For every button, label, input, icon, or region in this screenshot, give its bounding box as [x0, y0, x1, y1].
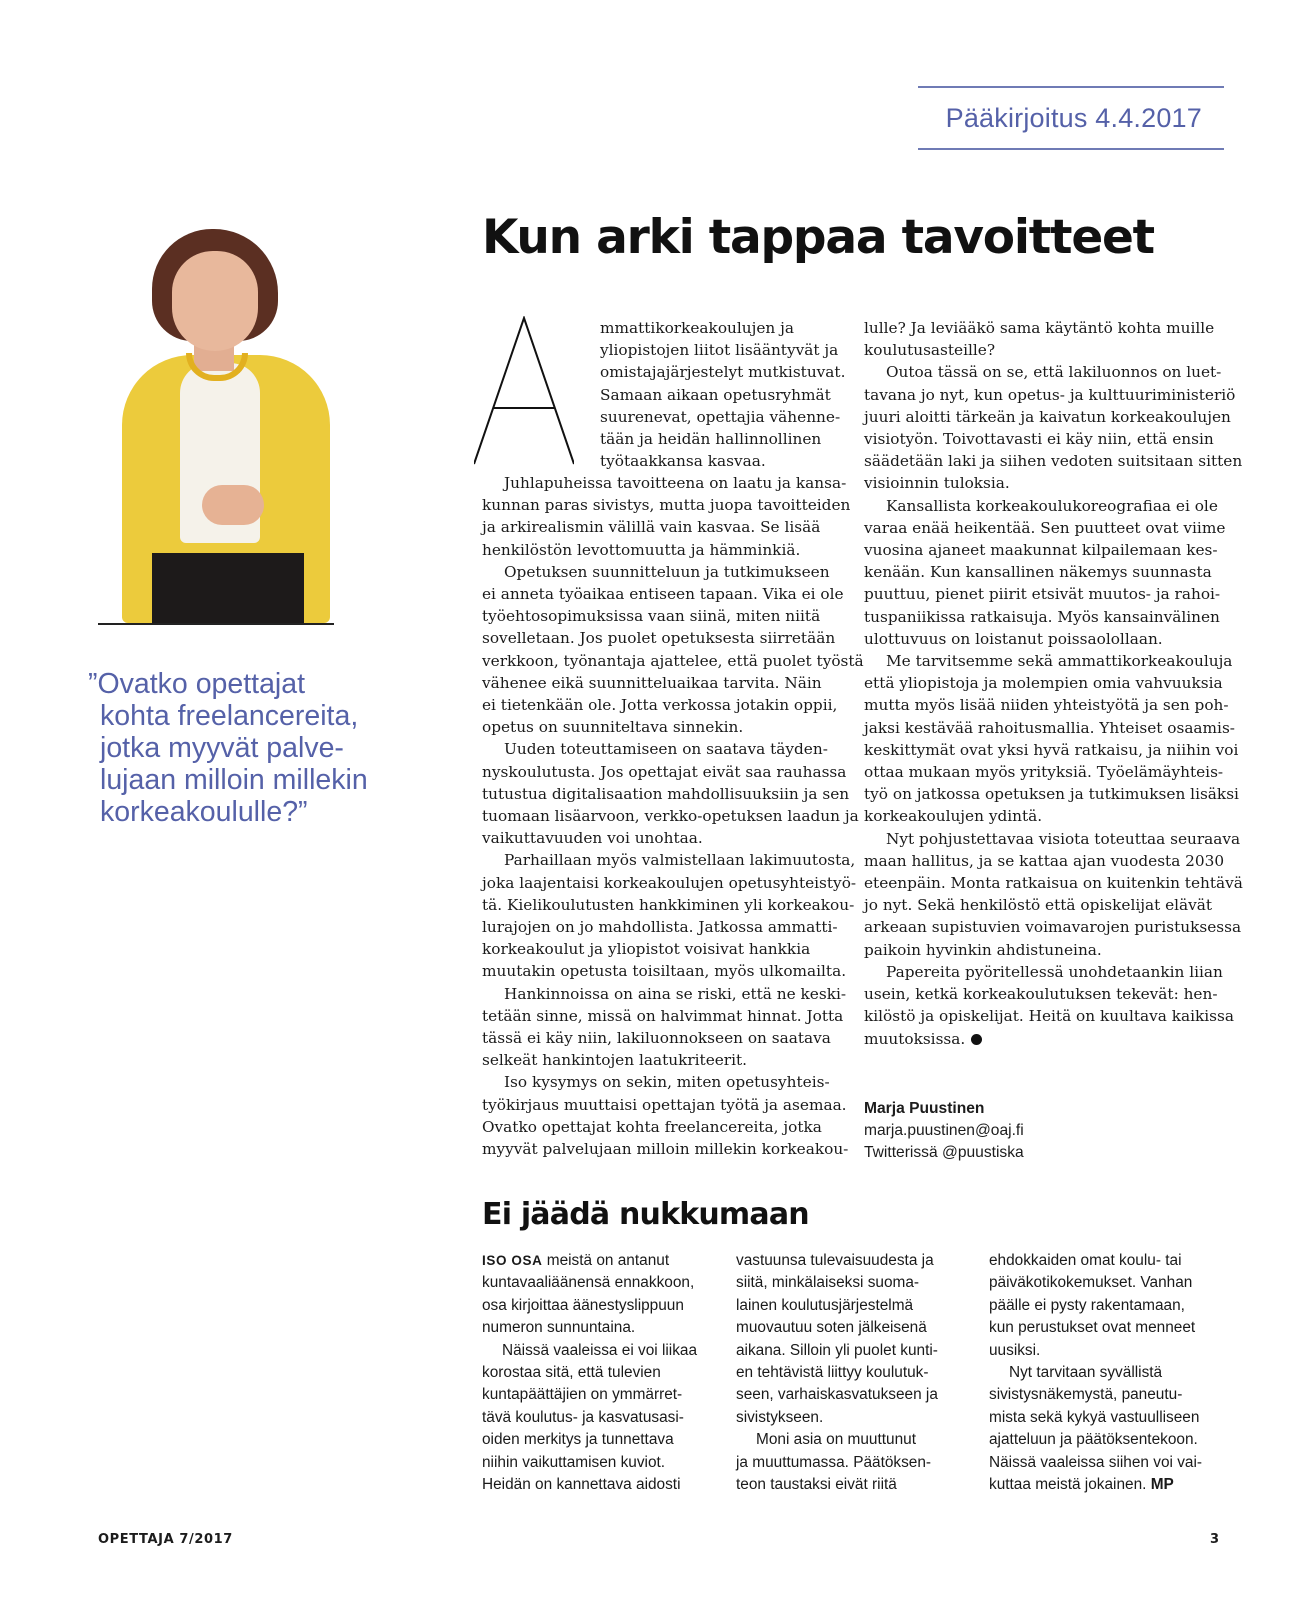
- body-text-line: kunnan paras sivistys, mutta juopa tavoitteiden: [482, 496, 851, 515]
- body-text-line: tässä ei käy niin, lakiluonnokseen on saatava: [482, 1029, 831, 1048]
- body-text-line: että yliopistoja ja molempien omia vahvuuksia: [864, 674, 1223, 693]
- body-text-line: suurenevat, opettajia vähenne-: [600, 407, 841, 426]
- sub-article-text-line: Näissä vaaleissa ei voi liikaa: [502, 1341, 698, 1359]
- body-text-line: kenään. Kun kansallinen näkemys suunnasta: [864, 563, 1212, 582]
- body-text-line: verkkoon, työnantaja ajattelee, että puolet työstä: [482, 651, 864, 670]
- sub-article-text-line: mista sekä kykyä vastuulliseen: [989, 1408, 1200, 1426]
- sub-article-text-line: kuntavaaliäänensä ennakkoon,: [482, 1274, 695, 1292]
- body-text-line: tä. Kielikoulutusten hankkiminen yli korkeakou-: [482, 895, 855, 914]
- body-text-line: paikoin hyvinkin ahdistuneina.: [864, 940, 1102, 959]
- body-text-line: jaksi kestävää rahoitusmallia. Yhteiset osaamis-: [864, 718, 1235, 737]
- body-text-line: Juhlapuheissa tavoitteena on laatu ja kansa-: [504, 474, 847, 492]
- body-text-line: tetään sinne, missä on halvimmat hinnat. Jotta: [482, 1006, 844, 1025]
- body-text-line: jo nyt. Sekä henkilöstö että opiskelijat elävät: [864, 896, 1213, 915]
- body-text-line: ja arkirealismin välillä vain kasvaa. Se lisää: [482, 518, 821, 537]
- body-text-line: myyvät palvelujaan milloin millekin korkeakou-: [482, 1140, 849, 1159]
- body-text-line: usein, ketkä korkeakoulutuksen tekevät: hen-: [864, 985, 1218, 1004]
- pull-quote-line: ”Ovatko opettajat: [88, 668, 306, 700]
- author-signature: [864, 1098, 1184, 1165]
- sub-article-text-line: seen, varhaiskasvatukseen ja: [736, 1386, 938, 1404]
- body-text-line: keskittymät ovat yksi hyvä ratkaisu, ja niihin voi: [864, 740, 1239, 759]
- body-text-line: Papereita pyöritellessä unohdetaankin liian: [886, 962, 1223, 981]
- body-text-line: korkeakoulut ja yliopistot voisivat hankkia: [482, 940, 811, 959]
- body-text-line: eteenpäin. Monta ratkaisua on kuitenkin tehtävä: [864, 874, 1243, 893]
- body-text-line: mmattikorkeakoulujen ja: [600, 319, 794, 337]
- body-text-line: vähenee eikä suunnitteluaikaa tarvita. Näin: [482, 673, 822, 692]
- body-text-line: Hankinnoissa on aina se riski, että ne keski-: [504, 984, 847, 1003]
- end-of-article-icon: [971, 1034, 982, 1045]
- sub-article-text-line: kun perustukset ovat menneet: [989, 1319, 1196, 1337]
- body-text-line: Ovatko opettajat kohta freelancereita, jotka: [482, 1117, 822, 1136]
- sub-article-text-line: sivistysnäkemystä, paneutu-: [989, 1386, 1183, 1404]
- sub-article-text-line: Moni asia on muuttunut: [756, 1431, 916, 1449]
- body-text-line: tuomaan lisäarvoon, verkko-opetuksen laadun ja: [482, 807, 859, 826]
- body-text-line: Me tarvitsemme sekä ammattikorkeakouluja: [886, 652, 1233, 671]
- body-text-line: työ on jatkossa opetuksen ja tutkimuksen lisäksi: [864, 785, 1239, 804]
- sub-article-headline: Ei jäädä nukkumaan: [482, 1197, 809, 1232]
- body-text-line: sovelletaan. Jos puolet opetuksesta siirretään: [482, 629, 836, 648]
- body-text-line: opetus on suunniteltava sinnekin.: [482, 718, 744, 737]
- sub-article-column-2: [736, 1250, 972, 1496]
- body-text-line: työtaakkansa kasvaa.: [600, 452, 766, 471]
- body-text-line: arkeaan supistuvien voimavarojen puristuksessa: [864, 918, 1242, 937]
- body-text-line: työkirjaus muuttaisi opettajan työtä ja asemaa.: [482, 1095, 847, 1114]
- body-text-line: vuosina ajaneet maakunnat kilpailemaan kes-: [864, 541, 1218, 560]
- sub-article-text-line: tävä koulutus- ja kasvatusasi-: [482, 1408, 684, 1426]
- body-text-line: ei anneta työaikaa entiseen tapaan. Vika ei ole: [482, 585, 844, 604]
- drop-cap: [474, 316, 574, 466]
- body-text-line: joka laajentaisi korkeakoulujen opetusyhteistyö-: [482, 873, 857, 892]
- body-text-line: visiotyön. Toivottavasti ei käy niin, että ensin: [864, 430, 1214, 449]
- pull-quote: [88, 668, 418, 828]
- body-text-line: tavana jo nyt, kun opetus- ja kulttuuriministeriö: [864, 385, 1236, 404]
- sub-article-text-line: kuntapäättäjien on ymmärret-: [482, 1386, 683, 1404]
- body-text-line: tutustua digitalisaation mahdollisuuksiin ja sen: [482, 784, 850, 803]
- body-text-line: koulutusasteille?: [864, 341, 996, 360]
- body-text-line: nyskoulutusta. Jos opettajat eivät saa rauhassa: [482, 762, 847, 781]
- body-text-line: säädetään laki ja siihen vedoten suitsitaan sitten: [864, 452, 1243, 471]
- body-text-line: varaa enää heikentää. Sen puutteet ovat viime: [864, 518, 1226, 537]
- sub-article-text-line: päälle ei pysty rakentamaan,: [989, 1296, 1185, 1314]
- body-text-line: omistajajärjestelyt mutkistuvat.: [600, 363, 846, 382]
- section-label: Pääkirjoitus 4.4.2017: [918, 86, 1224, 150]
- sub-article-text-line: ajatteluun ja päätöksentekoon.: [989, 1431, 1198, 1449]
- author-email: marja.puustinen@oaj.fi: [864, 1122, 1024, 1140]
- sub-article-text-line: lainen koulutusjärjestelmä: [736, 1296, 914, 1314]
- body-text-line: muutoksissa.: [864, 1028, 1224, 1050]
- sub-article-text-line: sivistykseen.: [736, 1408, 824, 1426]
- pull-quote-line: kohta freelancereita,: [100, 700, 359, 732]
- sub-article-text-line: siitä, minkälaiseksi suoma-: [736, 1274, 920, 1292]
- body-text-line: visioinnin tuloksia.: [864, 474, 1010, 493]
- body-text-line: korkeakoulujen ydintä.: [864, 807, 1043, 826]
- body-text-line: ottaa mukaan myös yrityksiä. Työelämäyhteis-: [864, 763, 1224, 782]
- article-column-b: [864, 317, 1243, 1050]
- body-text-line: maan hallitus, ja se kattaa ajan vuodesta 2030: [864, 851, 1225, 870]
- body-text-line: puuttuu, pienet piirit etsivät muutos- ja rahoi-: [864, 585, 1221, 604]
- sub-article-text-line: oiden merkitys ja tunnettava: [482, 1431, 674, 1449]
- author-initials: MP: [1146, 1476, 1174, 1494]
- body-text-line: ei tietenkään ole. Jotta verkossa jotakin oppii,: [482, 696, 838, 715]
- article-column-a-intro: [600, 317, 846, 472]
- sub-article-text-line: teon taustaksi eivät riitä: [736, 1476, 897, 1494]
- body-text-line: Kansallista korkeakoulukoreografiaa ei ole: [886, 496, 1218, 515]
- sub-article-column-1: [482, 1250, 718, 1496]
- lead-in-words: ISO OSA: [482, 1253, 543, 1268]
- body-text-line: Uuden toteuttamiseen on saatava täyden-: [504, 740, 828, 759]
- sub-article-column-3: [989, 1250, 1225, 1496]
- sub-article-text-line: ja muuttumassa. Päätöksen-: [736, 1453, 932, 1471]
- sub-article-text-line: muovautuu soten jälkeisenä: [736, 1319, 927, 1337]
- body-text-line: selkeät hankintojen laatukriteerit.: [482, 1051, 748, 1070]
- body-text-line: yliopistojen liitot lisääntyvät ja: [600, 341, 839, 360]
- sub-article-text-line: korostaa sitä, että tulevien: [482, 1364, 661, 1382]
- sub-article-text-line: aikana. Silloin yli puolet kunti-: [736, 1341, 938, 1359]
- sub-article-text-line: niihin vaikuttamisen kuviot.: [482, 1453, 666, 1471]
- sub-article-text-line: numeron sunnuntaina.: [482, 1319, 636, 1337]
- sub-article-text-line: päiväkotikokemukset. Vanhan: [989, 1274, 1193, 1292]
- body-text-line: työehtosopimuksissa vaan siinä, miten niitä: [482, 607, 821, 626]
- sub-article-text-line: ISO OSA meistä on antanut: [482, 1252, 670, 1269]
- article-headline: Kun arki tappaa tavoitteet: [482, 210, 1154, 265]
- body-text-line: muutakin opetusta toisiltaan, myös ulkomailta.: [482, 962, 847, 981]
- body-text-line: mutta myös lisää niiden yhteistyötä ja sen poh-: [864, 696, 1229, 715]
- sub-article-text-line: kuttaa meistä jokainen. MP: [989, 1476, 1174, 1494]
- author-name: Marja Puustinen: [864, 1100, 985, 1117]
- author-twitter: Twitterissä @puustiska: [864, 1144, 1024, 1162]
- body-text-line: kilöstö ja opiskelijat. Heitä on kuultava kaikissa: [864, 1007, 1235, 1026]
- article-column-a: [482, 472, 864, 1160]
- pull-quote-line: lujaan milloin millekin: [100, 764, 368, 796]
- author-portrait: [118, 223, 336, 623]
- body-text-line: juuri aloitti tärkeän ja kaivatun korkeakoulujen: [864, 407, 1231, 426]
- body-text-line: ulottuvuus on loistanut poissaolollaan.: [864, 629, 1163, 648]
- sub-article-text-line: en tehtävistä liittyy koulutuk-: [736, 1364, 929, 1382]
- page-number: 3: [1210, 1532, 1220, 1547]
- body-text-line: Opetuksen suunnitteluun ja tutkimukseen: [504, 562, 830, 581]
- magazine-issue: OPETTAJA 7/2017: [98, 1532, 233, 1547]
- sub-article-text-line: Heidän on kannettava aidosti: [482, 1476, 681, 1494]
- body-text-line: tuspaniikissa ratkaisuja. Myös kansainvälinen: [864, 607, 1220, 626]
- portrait-divider: [98, 623, 334, 625]
- sub-article-text-line: vastuunsa tulevaisuudesta ja: [736, 1252, 934, 1269]
- body-text-line: lulle? Ja leviääkö sama käytäntö kohta muille: [864, 319, 1215, 337]
- sub-article-text-line: uusiksi.: [989, 1341, 1041, 1359]
- body-text-line: tään ja heidän hallinnollinen: [600, 430, 822, 449]
- sub-article-text-line: Näissä vaaleissa siihen voi vai-: [989, 1453, 1202, 1471]
- body-text-line: Samaan aikaan opetusryhmät: [600, 385, 831, 404]
- sub-article-text-line: ehdokkaiden omat koulu- tai: [989, 1252, 1182, 1269]
- pull-quote-line: korkeakoululle?”: [100, 796, 308, 828]
- pull-quote-line: jotka myyvät palve-: [100, 732, 344, 764]
- body-text-line: Nyt pohjustettavaa visiota toteuttaa seuraava: [886, 829, 1241, 848]
- sub-article-text-line: Nyt tarvitaan syvällistä: [1009, 1364, 1163, 1382]
- body-text-line: henkilöstön levottomuutta ja hämminkiä.: [482, 540, 801, 559]
- body-text-line: Outoa tässä on se, että lakiluonnos on luet-: [886, 363, 1222, 382]
- body-text-line: lurajojen on jo mahdollista. Jatkossa ammatti-: [482, 918, 838, 937]
- sub-article-text-line: osa kirjoittaa äänestyslippuun: [482, 1296, 684, 1314]
- body-text-line: Parhaillaan myös valmistellaan lakimuutosta,: [504, 851, 856, 870]
- body-text-line: vaikuttavuuden voi unohtaa.: [482, 829, 703, 848]
- body-text-line: Iso kysymys on sekin, miten opetusyhteis-: [504, 1073, 830, 1092]
